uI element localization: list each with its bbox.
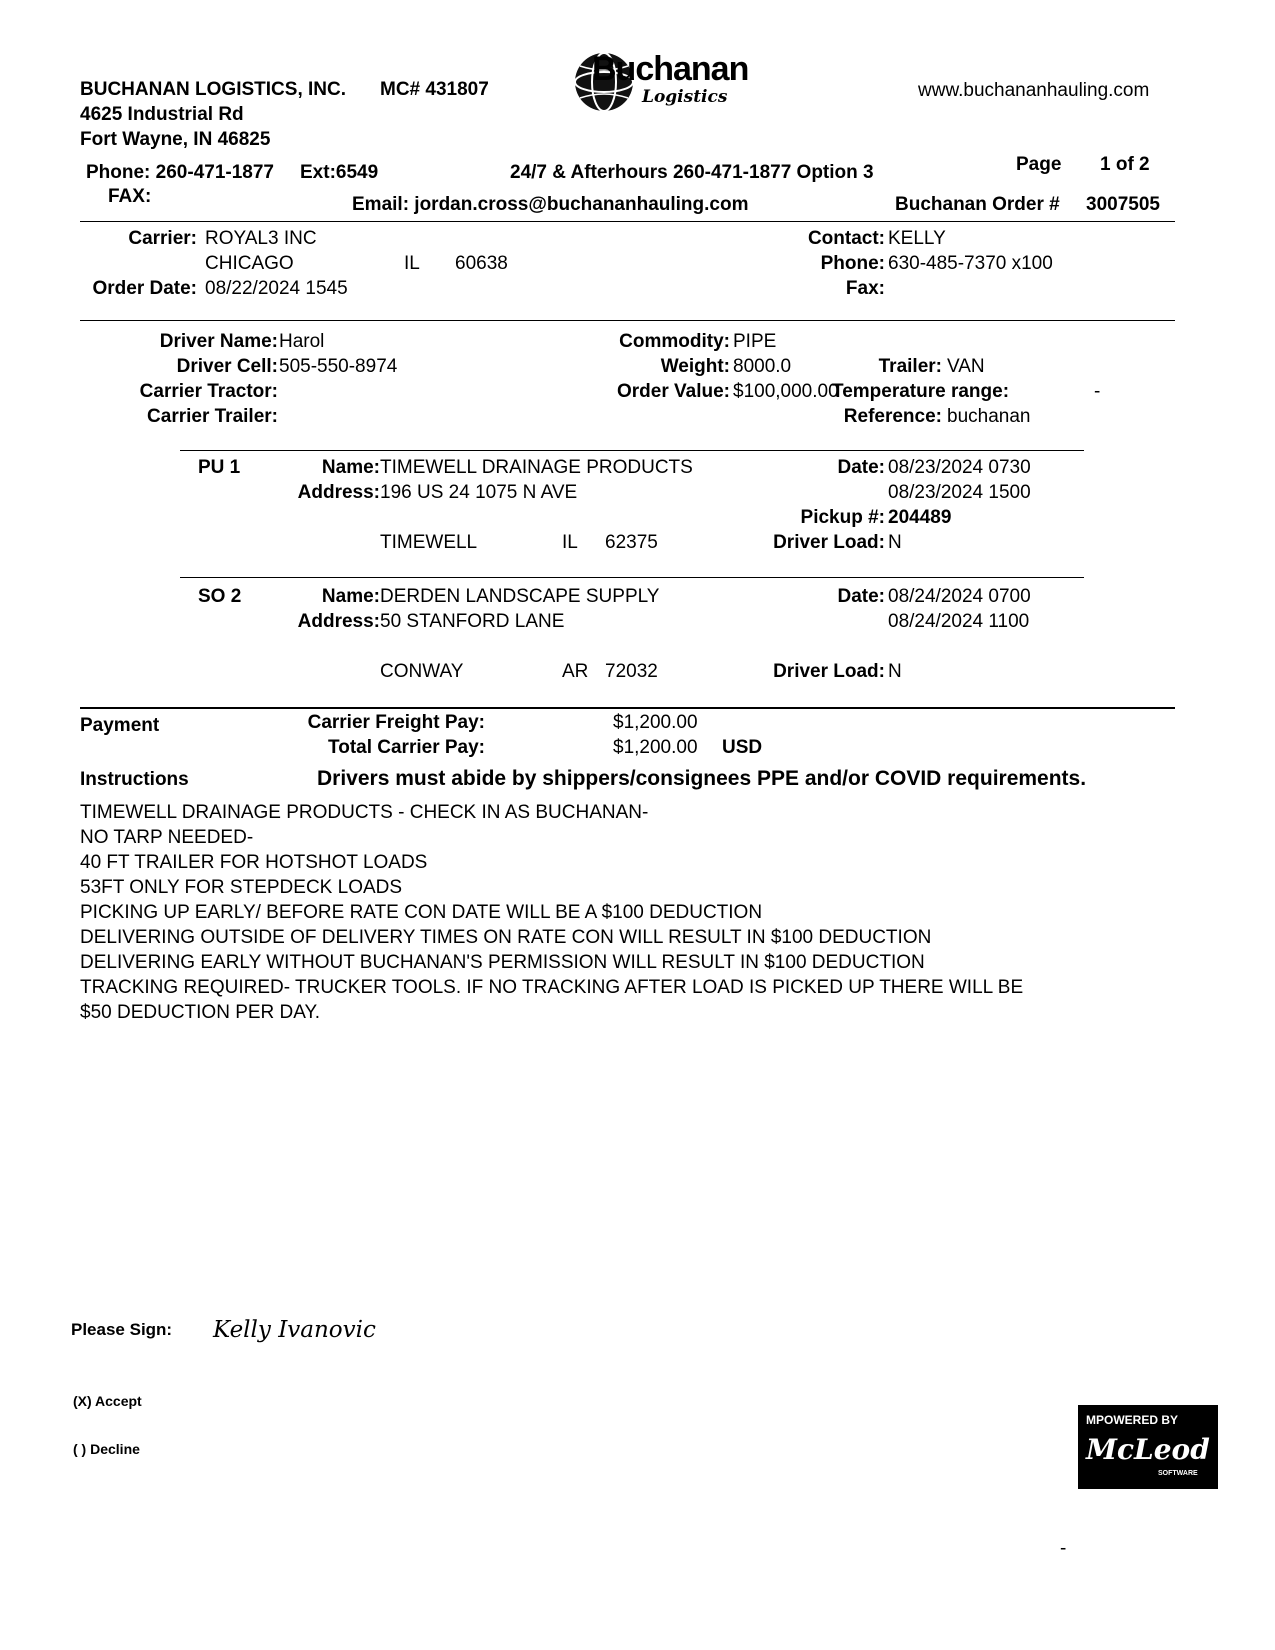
stop-zip: 62375 bbox=[605, 532, 658, 553]
stop-code: SO 2 bbox=[198, 586, 242, 607]
buchanan-logo bbox=[572, 44, 752, 122]
page-number: 1 of 2 bbox=[1100, 154, 1150, 175]
carrier-label: Carrier: bbox=[128, 228, 197, 249]
header-divider bbox=[80, 221, 1175, 222]
currency: USD bbox=[722, 737, 763, 758]
commodity-label: Commodity: bbox=[619, 331, 730, 352]
reference: buchanan bbox=[947, 406, 1031, 427]
instruction-line: DELIVERING EARLY WITHOUT BUCHANAN'S PERMISSION WILL RESULT IN $100 DEDUCTION bbox=[80, 952, 925, 973]
driver-name-label: Driver Name: bbox=[159, 331, 278, 352]
order-number: 3007505 bbox=[1086, 194, 1160, 215]
order-date-label: Order Date: bbox=[92, 278, 197, 299]
stops-middle-divider bbox=[180, 577, 1084, 578]
instruction-line: 53FT ONLY FOR STEPDECK LOADS bbox=[80, 877, 403, 898]
mcleod-badge bbox=[1078, 1405, 1218, 1489]
company-address-line1: 4625 Industrial Rd bbox=[80, 104, 244, 125]
stop-date-end: 08/24/2024 1100 bbox=[888, 611, 1030, 632]
carrier-divider bbox=[80, 320, 1175, 321]
logo-wordmark: Buchanan bbox=[592, 50, 749, 88]
phone-extension: Ext:6549 bbox=[300, 162, 379, 183]
payment-label: Payment bbox=[80, 715, 160, 736]
instructions-label: Instructions bbox=[80, 769, 189, 790]
badge-software: SOFTWARE bbox=[1158, 1470, 1198, 1477]
stop-address-label: Address: bbox=[297, 482, 380, 503]
stop-name: TIMEWELL DRAINAGE PRODUCTS bbox=[380, 457, 693, 478]
instruction-line: 40 FT TRAILER FOR HOTSHOT LOADS bbox=[80, 852, 428, 873]
phone-number: Phone: 260-471-1877 bbox=[86, 162, 274, 183]
afterhours-phone: 24/7 & Afterhours 260-471-1877 Option 3 bbox=[510, 162, 874, 183]
total-pay: $1,200.00 bbox=[613, 737, 698, 758]
driver-cell: 505-550-8974 bbox=[279, 356, 398, 377]
commodity: PIPE bbox=[733, 331, 777, 352]
stops-top-divider bbox=[180, 450, 1084, 451]
carrier-phone-label: Phone: bbox=[820, 253, 885, 274]
temperature-value: - bbox=[1094, 381, 1101, 402]
stop-date-end: 08/23/2024 1500 bbox=[888, 482, 1031, 503]
trailer-type-label: Trailer: bbox=[878, 356, 942, 377]
stop-date-label: Date: bbox=[837, 586, 885, 607]
instruction-line: NO TARP NEEDED- bbox=[80, 827, 254, 848]
pickup-number-label: Pickup #: bbox=[800, 507, 885, 528]
driver-cell-label: Driver Cell: bbox=[176, 356, 278, 377]
temperature-label: Temperature range: bbox=[832, 381, 1010, 402]
driver-load-label: Driver Load: bbox=[773, 661, 885, 682]
total-pay-label: Total Carrier Pay: bbox=[328, 737, 485, 758]
driver-load: N bbox=[888, 532, 902, 553]
decline-option[interactable]: ( ) Decline bbox=[73, 1441, 140, 1457]
company-name: BUCHANAN LOGISTICS, INC. bbox=[80, 79, 346, 100]
please-sign-label: Please Sign: bbox=[71, 1320, 173, 1339]
carrier-state: IL bbox=[404, 253, 420, 274]
badge-logo: McLeod bbox=[1086, 1433, 1210, 1466]
stop-address: 50 STANFORD LANE bbox=[380, 611, 565, 632]
order-date: 08/22/2024 1545 bbox=[205, 278, 348, 299]
contact-name: KELLY bbox=[888, 228, 946, 249]
carrier-tractor-label: Carrier Tractor: bbox=[139, 381, 278, 402]
instruction-line: PICKING UP EARLY/ BEFORE RATE CON DATE WILL BE A $100 DEDUCTION bbox=[80, 902, 763, 923]
stop-state: IL bbox=[562, 532, 578, 553]
reference-label: Reference: bbox=[843, 406, 942, 427]
stop-address-label: Address: bbox=[297, 611, 380, 632]
carrier-trailer-label: Carrier Trailer: bbox=[147, 406, 278, 427]
carrier-name: ROYAL3 INC bbox=[205, 228, 317, 249]
page-label: Page bbox=[1016, 154, 1062, 175]
stop-date-start: 08/23/2024 0730 bbox=[888, 457, 1031, 478]
order-number-label: Buchanan Order # bbox=[895, 194, 1060, 215]
website-link[interactable]: www.buchananhauling.com bbox=[918, 80, 1150, 101]
freight-pay: $1,200.00 bbox=[613, 712, 698, 733]
trailer-type: VAN bbox=[947, 356, 985, 377]
instruction-line: DELIVERING OUTSIDE OF DELIVERY TIMES ON RATE CON WILL RESULT IN $100 DEDUCTION bbox=[80, 927, 932, 948]
carrier-city: CHICAGO bbox=[205, 253, 294, 274]
carrier-fax-label: Fax: bbox=[845, 278, 885, 299]
weight-label: Weight: bbox=[660, 356, 730, 377]
stop-city: TIMEWELL bbox=[380, 532, 478, 553]
footer-dash: - bbox=[1060, 1538, 1067, 1559]
contact-label: Contact: bbox=[807, 228, 885, 249]
carrier-phone: 630-485-7370 x100 bbox=[888, 253, 1053, 274]
instruction-line: TIMEWELL DRAINAGE PRODUCTS - CHECK IN AS BUCHANAN- bbox=[80, 802, 649, 823]
company-address-line2: Fort Wayne, IN 46825 bbox=[80, 129, 271, 150]
badge-powered-by: MPOWERED BY bbox=[1086, 1413, 1179, 1427]
stop-code: PU 1 bbox=[198, 457, 241, 478]
order-value-label: Order Value: bbox=[617, 381, 730, 402]
fax-label: FAX: bbox=[108, 186, 152, 207]
stop-state: AR bbox=[562, 661, 589, 682]
freight-pay-label: Carrier Freight Pay: bbox=[307, 712, 485, 733]
instructions-headline: Drivers must abide by shippers/consignees PPE and/or COVID requirements. bbox=[317, 767, 1087, 790]
logo-subtitle: Logistics bbox=[642, 87, 728, 107]
stop-date-start: 08/24/2024 0700 bbox=[888, 586, 1031, 607]
driver-load: N bbox=[888, 661, 902, 682]
stop-city: CONWAY bbox=[380, 661, 464, 682]
stop-address: 196 US 24 1075 N AVE bbox=[380, 482, 578, 503]
carrier-zip: 60638 bbox=[455, 253, 508, 274]
stop-name-label: Name: bbox=[321, 586, 380, 607]
stop-name-label: Name: bbox=[321, 457, 380, 478]
pickup-number: 204489 bbox=[888, 507, 952, 528]
stop-zip: 72032 bbox=[605, 661, 658, 682]
instruction-line: TRACKING REQUIRED- TRUCKER TOOLS. IF NO TRACKING AFTER LOAD IS PICKED UP THERE WILL BE bbox=[80, 977, 1024, 998]
accept-option[interactable]: (X) Accept bbox=[73, 1393, 142, 1409]
instruction-line: $50 DEDUCTION PER DAY. bbox=[80, 1002, 321, 1023]
stop-name: DERDEN LANDSCAPE SUPPLY bbox=[380, 586, 660, 607]
order-value: $100,000.00 bbox=[733, 381, 839, 402]
weight: 8000.0 bbox=[733, 356, 792, 377]
payment-divider bbox=[80, 707, 1175, 709]
stop-date-label: Date: bbox=[837, 457, 885, 478]
signature[interactable]: Kelly Ivanovic bbox=[213, 1317, 376, 1343]
driver-load-label: Driver Load: bbox=[773, 532, 885, 553]
mc-number: MC# 431807 bbox=[380, 79, 489, 100]
driver-name: Harol bbox=[279, 331, 325, 352]
email-address[interactable]: Email: jordan.cross@buchananhauling.com bbox=[352, 194, 749, 215]
